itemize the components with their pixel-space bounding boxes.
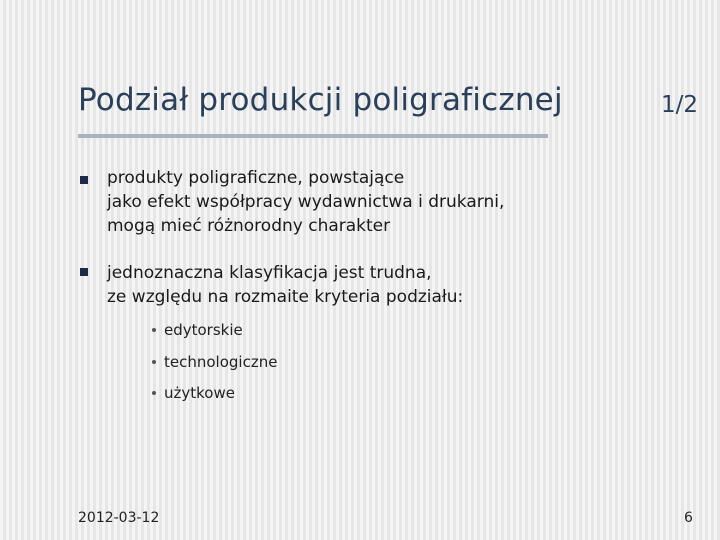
sub-bullet-dot-icon bbox=[152, 328, 156, 332]
bullet-2-line-1: jednoznaczna klasyfikacja jest trudna, bbox=[107, 263, 432, 283]
sub-item-label: użytkowe bbox=[164, 384, 235, 402]
sub-item-edytorskie bbox=[152, 321, 243, 339]
footer-page-number: 6 bbox=[684, 510, 693, 526]
bullet-marker-1 bbox=[80, 176, 88, 184]
sub-bullet-dot-icon bbox=[152, 391, 156, 395]
bullet-text-2 bbox=[107, 261, 463, 309]
title-underline bbox=[78, 134, 548, 138]
sub-item-uzytkowe bbox=[152, 384, 235, 402]
bullet-1-line-3: mogą mieć różnorodny charakter bbox=[107, 216, 391, 236]
bullet-marker-2 bbox=[80, 268, 88, 276]
bullet-text-1 bbox=[107, 166, 504, 238]
sub-item-label: technologiczne bbox=[164, 353, 278, 371]
bullet-1-line-2: jako efekt współpracy wydawnictwa i drukarni, bbox=[107, 192, 505, 212]
sub-item-label: edytorskie bbox=[164, 321, 243, 339]
slide-title: Podział produkcji poligraficznej bbox=[78, 82, 563, 118]
bullet-1-line-1: produkty poligraficzne, powstające bbox=[107, 168, 405, 188]
slide-page-indicator: 1/2 bbox=[661, 92, 699, 118]
sub-item-technologiczne bbox=[152, 353, 277, 371]
bullet-2-line-2: ze względu na rozmaite kryteria podziału: bbox=[107, 287, 464, 307]
footer-date: 2012-03-12 bbox=[78, 510, 160, 526]
sub-bullet-dot-icon bbox=[152, 360, 156, 364]
